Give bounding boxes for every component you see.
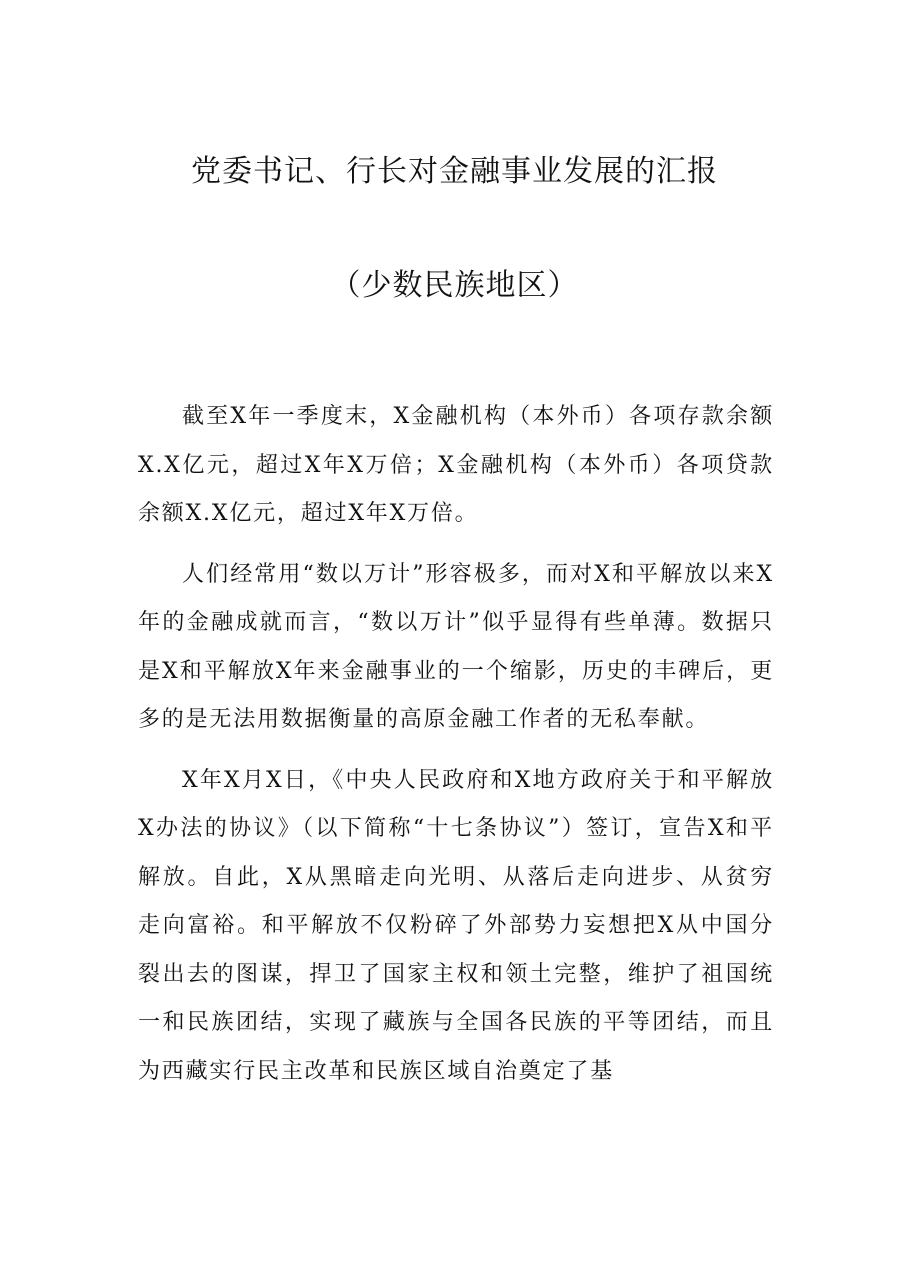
document-subtitle: （少数民族地区） <box>330 268 579 303</box>
paragraph-1: 截至X年一季度末，X金融机构（本外币）各项存款余额X.X亿元，超过X年X万倍；X金融机构（本外币）各项贷款余额X.X亿元，超过X年X万倍。 <box>138 404 774 526</box>
paragraph-3: X年X月X日，《中央人民政府和X地方政府关于和平解放X办法的协议》（以下简称“十七条协议”）签订，宣告X和平解放。自此，X从黑暗走向光明、从落后走向进步、从贫穷走向富裕。和平解放不仅粉碎了外部势力妄想把X从中国分裂出去的图谋，捍卫了国家主权和领土完整，维护了祖国统一和民族团结，实现了藏族与全国各民族的平等团结，而且为西藏实行民主改革和民族区域自治奠定了基 <box>138 767 774 1084</box>
document-title: 党委书记、行长对金融事业发展的汇报 <box>191 154 718 189</box>
document-body <box>138 393 774 1108</box>
paragraph-2: 人们经常用“数以万计”形容极多，而对X和平解放以来X年的金融成就而言，“数以万计”似乎显得有些单薄。数据只是X和平解放X年来金融事业的一个缩影，历史的丰碑后，更多的是无法用数据衡量的高原金融工作者的无私奉献。 <box>138 561 774 732</box>
